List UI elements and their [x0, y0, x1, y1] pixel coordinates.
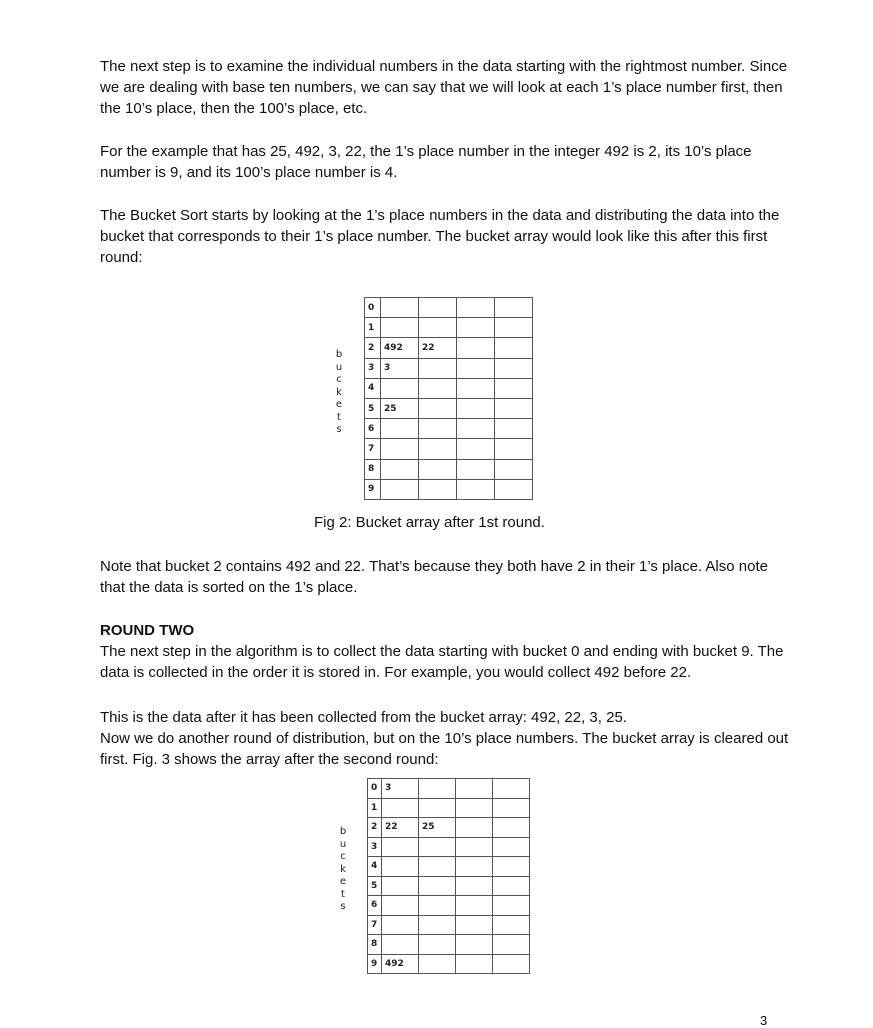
bucket-cell — [419, 798, 456, 818]
bucket-row — [368, 954, 530, 974]
bucket-cell: 492 — [381, 338, 419, 358]
bucket-cell — [382, 896, 419, 916]
bucket-cell — [456, 857, 493, 877]
bucket-cell — [456, 915, 493, 935]
bucket-index: 6 — [368, 896, 382, 916]
bucket-array-fig3 — [367, 778, 530, 974]
bucket-index: 0 — [365, 298, 381, 318]
bucket-cell — [419, 419, 457, 439]
bucket-index: 3 — [365, 358, 381, 378]
bucket-row — [368, 857, 530, 877]
bucket-cell — [456, 954, 493, 974]
bucket-cell — [381, 378, 419, 398]
vertical-label-letter: k — [340, 863, 346, 875]
bucket-cell — [457, 459, 495, 479]
bucket-cell — [495, 378, 533, 398]
bucket-cell — [493, 954, 530, 974]
bucket-cell — [381, 318, 419, 338]
bucket-row — [365, 398, 533, 418]
bucket-index: 9 — [365, 479, 381, 499]
bucket-cell — [382, 935, 419, 955]
bucket-cell — [493, 818, 530, 838]
bucket-row — [365, 378, 533, 398]
paragraph-example: For the example that has 25, 492, 3, 22, the 1’s place number in the integer 492 is 2, its 10’s place number is 9, and its 100’s place number is 4. — [100, 143, 752, 181]
bucket-row — [365, 318, 533, 338]
bucket-index: 7 — [368, 915, 382, 935]
bucket-cell — [457, 398, 495, 418]
bucket-cell — [419, 876, 456, 896]
bucket-row — [368, 837, 530, 857]
vertical-label-letter: e — [339, 876, 347, 887]
bucket-row — [368, 915, 530, 935]
bucket-cell — [495, 439, 533, 459]
bucket-index: 8 — [365, 459, 381, 479]
buckets-vertical-label — [334, 350, 344, 438]
bucket-index: 2 — [368, 818, 382, 838]
bucket-row — [368, 798, 530, 818]
bucket-cell — [457, 318, 495, 338]
bucket-cell — [382, 857, 419, 877]
bucket-cell — [381, 439, 419, 459]
bucket-cell: 22 — [419, 338, 457, 358]
bucket-cell — [495, 358, 533, 378]
bucket-cell — [457, 479, 495, 499]
paragraph-note-bucket-2: Note that bucket 2 contains 492 and 22. That’s because they both have 2 in their 1’s place. Also note that the data is sorted on the 1’s place. — [100, 558, 768, 596]
vertical-label-letter: u — [335, 361, 343, 373]
bucket-cell — [493, 876, 530, 896]
bucket-row — [368, 935, 530, 955]
bucket-index: 0 — [368, 779, 382, 799]
bucket-index: 6 — [365, 419, 381, 439]
bucket-cell — [419, 935, 456, 955]
bucket-cell — [457, 378, 495, 398]
paragraph-bucket-sort-start: The Bucket Sort starts by looking at the 1’s place numbers in the data and distributing the data into the bucket that corresponds to their 1’s place number. The bucket array would look like this after this first round: — [100, 207, 780, 266]
bucket-cell — [419, 896, 456, 916]
bucket-cell — [456, 798, 493, 818]
bucket-cell — [419, 298, 457, 318]
bucket-index: 1 — [368, 798, 382, 818]
bucket-cell — [456, 779, 493, 799]
bucket-cell — [495, 419, 533, 439]
vertical-label-letter: t — [337, 411, 341, 423]
bucket-cell — [457, 439, 495, 459]
paragraph-collect-data: The next step in the algorithm is to collect the data starting with bucket 0 and ending with bucket 9. The data is collected in the order it is stored in. For example, you would collect 492 before 22. — [100, 643, 784, 681]
page-number: 3 — [760, 1013, 768, 1028]
bucket-cell — [457, 419, 495, 439]
bucket-cell: 3 — [381, 358, 419, 378]
vertical-label-letter: c — [336, 374, 342, 385]
bucket-cell — [456, 876, 493, 896]
bucket-cell — [419, 318, 457, 338]
bucket-cell — [419, 779, 456, 799]
bucket-cell — [457, 338, 495, 358]
bucket-cell — [381, 298, 419, 318]
bucket-cell — [495, 318, 533, 338]
bucket-index: 5 — [365, 398, 381, 418]
bucket-cell: 3 — [382, 779, 419, 799]
bucket-index: 5 — [368, 876, 382, 896]
bucket-cell — [456, 837, 493, 857]
vertical-label-letter: b — [335, 349, 343, 360]
vertical-label-letter: s — [340, 901, 346, 912]
bucket-row — [365, 338, 533, 358]
vertical-label-letter: t — [341, 888, 345, 900]
bucket-index: 1 — [365, 318, 381, 338]
bucket-cell: 25 — [381, 398, 419, 418]
bucket-row — [368, 779, 530, 799]
vertical-label-letter: s — [336, 424, 342, 435]
vertical-label-letter: c — [340, 851, 346, 862]
bucket-index: 2 — [365, 338, 381, 358]
bucket-cell — [456, 818, 493, 838]
paragraph-second-distribution: Now we do another round of distribution, but on the 10’s place numbers. The bucket array is cleared out first. Fig. 3 shows the array after the second round: — [100, 730, 789, 768]
bucket-cell — [381, 419, 419, 439]
paragraph-collected-data: This is the data after it has been collected from the bucket array: 492, 22, 3, 25. — [100, 709, 627, 726]
bucket-cell — [495, 338, 533, 358]
bucket-index: 4 — [365, 378, 381, 398]
bucket-row — [365, 298, 533, 318]
bucket-row — [368, 896, 530, 916]
heading-round-two: ROUND TWO — [100, 622, 195, 639]
vertical-label-letter: k — [336, 386, 342, 398]
bucket-row — [368, 876, 530, 896]
bucket-cell — [456, 896, 493, 916]
bucket-cell — [382, 837, 419, 857]
bucket-cell — [382, 798, 419, 818]
bucket-cell — [419, 378, 457, 398]
bucket-cell — [493, 935, 530, 955]
bucket-cell: 22 — [382, 818, 419, 838]
bucket-row — [365, 479, 533, 499]
bucket-cell — [457, 298, 495, 318]
bucket-cell — [419, 398, 457, 418]
bucket-index: 8 — [368, 935, 382, 955]
bucket-cell — [419, 857, 456, 877]
bucket-cell — [419, 439, 457, 459]
bucket-cell — [493, 915, 530, 935]
bucket-cell — [493, 857, 530, 877]
bucket-cell — [495, 479, 533, 499]
vertical-label-letter: u — [339, 838, 347, 850]
bucket-row — [365, 358, 533, 378]
bucket-index: 7 — [365, 439, 381, 459]
vertical-label-letter: e — [335, 399, 343, 410]
bucket-index: 3 — [368, 837, 382, 857]
bucket-cell — [495, 459, 533, 479]
bucket-cell — [419, 954, 456, 974]
bucket-cell — [381, 459, 419, 479]
bucket-row — [365, 439, 533, 459]
bucket-cell — [495, 398, 533, 418]
bucket-cell — [382, 876, 419, 896]
bucket-cell — [493, 779, 530, 799]
bucket-index: 9 — [368, 954, 382, 974]
paragraph-rightmost-digit: The next step is to examine the individual numbers in the data starting with the rightmost number. Since we are dealing with base ten numbers, we can say that we will look at each 1’s place number first, then the 10’s place, then the 100’s place, etc. — [100, 58, 788, 117]
bucket-index: 4 — [368, 857, 382, 877]
bucket-row — [365, 419, 533, 439]
bucket-cell — [381, 479, 419, 499]
bucket-array-fig2 — [364, 297, 533, 500]
fig2-caption: Fig 2: Bucket array after 1st round. — [314, 514, 545, 531]
bucket-row — [365, 459, 533, 479]
bucket-cell — [456, 935, 493, 955]
vertical-label-letter: b — [339, 826, 347, 837]
bucket-cell — [419, 915, 456, 935]
bucket-cell: 492 — [382, 954, 419, 974]
bucket-cell — [419, 479, 457, 499]
bucket-cell — [493, 798, 530, 818]
buckets-vertical-label — [338, 827, 348, 915]
bucket-cell — [382, 915, 419, 935]
bucket-row — [368, 818, 530, 838]
bucket-cell: 25 — [419, 818, 456, 838]
bucket-cell — [493, 837, 530, 857]
bucket-cell — [457, 358, 495, 378]
bucket-cell — [495, 298, 533, 318]
bucket-cell — [419, 459, 457, 479]
bucket-cell — [419, 837, 456, 857]
bucket-cell — [493, 896, 530, 916]
bucket-cell — [419, 358, 457, 378]
